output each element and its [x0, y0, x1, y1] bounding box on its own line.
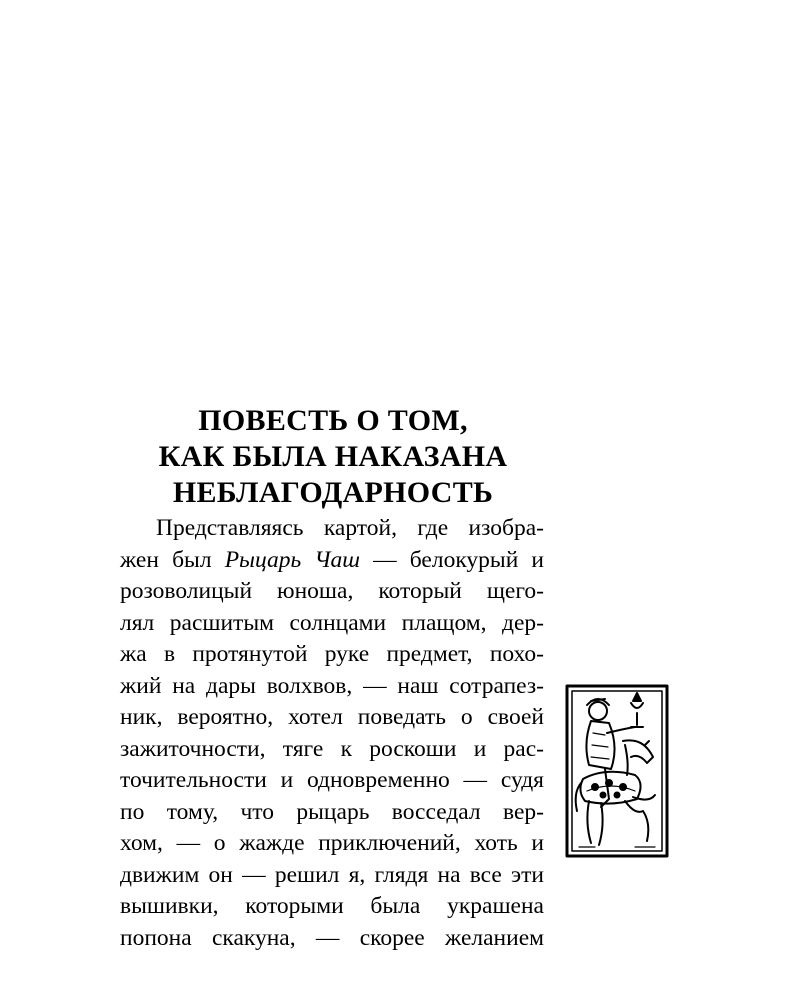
chapter-title: [118, 403, 548, 511]
text-line-2: [120, 545, 544, 577]
text-line-7: ник, вероятно, хотел поведать о своей: [120, 704, 544, 730]
chapter-title-line-3: НЕБЛАГОДАРНОСТЬ: [172, 476, 494, 509]
text-line-10: по тому, что рыцарь восседал вер-: [120, 798, 544, 825]
card-name-italic: Рыцарь Чаш: [224, 546, 361, 573]
text-line-11: хом, — о жажде приключений, хоть и: [120, 830, 544, 856]
text-line-8: зажиточности, тяге к роскоши и рас-: [120, 735, 544, 762]
text-line-9: точительности и одновременно — судя: [120, 767, 544, 793]
text-line-1: Представляясь картой, где изобра-: [156, 515, 544, 541]
text-line-13: вышивки, которыми была украшена: [120, 893, 544, 919]
text-line-2-pre: жен был: [120, 546, 225, 573]
chapter-body-text: [120, 513, 544, 954]
text-line-14: попона скакуна, — скорее желанием: [120, 924, 544, 951]
text-line-12: движим он — решил я, глядя на все эти: [120, 861, 544, 888]
chapter-title-line-1: ПОВЕСТЬ О ТОМ,: [198, 404, 468, 437]
text-line-2-post: — белокурый и: [360, 546, 545, 573]
text-line-3: розоволицый юноша, который щего-: [120, 578, 544, 604]
text-line-6: жий на дары волхвов, — наш сотрапез-: [120, 672, 544, 699]
knight-of-cups-card-icon: [565, 683, 669, 859]
chapter-title-line-2: КАК БЫЛА НАКАЗАНА: [158, 440, 508, 473]
text-line-4: лял расшитым солнцами плащом, дер-: [120, 609, 544, 636]
text-line-5: жа в протянутой руке предмет, похо-: [120, 641, 544, 667]
